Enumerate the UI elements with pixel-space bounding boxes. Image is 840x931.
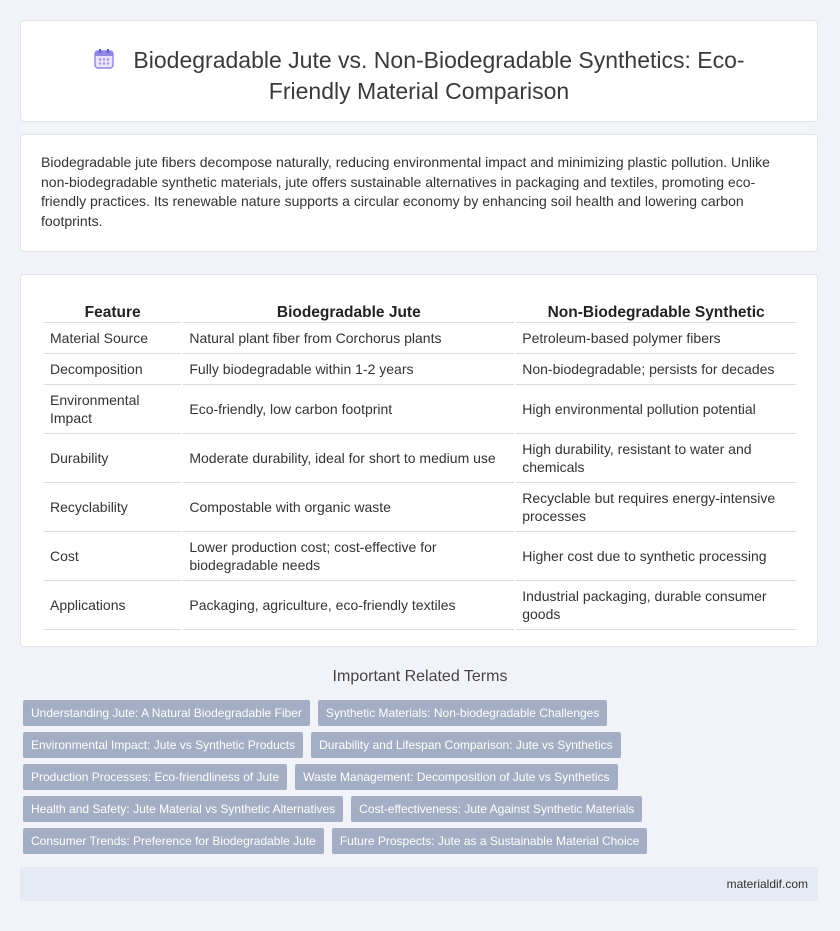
related-term-link[interactable]: Cost-effectiveness: Jute Against Synthetic Materials: [351, 796, 642, 822]
title-card: [20, 20, 818, 122]
related-term-link[interactable]: Waste Management: Decomposition of Jute vs Synthetics: [295, 764, 617, 790]
table-cell: Applications: [44, 581, 181, 630]
related-term-link[interactable]: Future Prospects: Jute as a Sustainable Material Choice: [332, 828, 647, 854]
related-terms-row: [23, 796, 642, 822]
comparison-table: [42, 296, 798, 630]
intro-card: [20, 134, 818, 252]
related-terms-heading: Important Related Terms: [332, 668, 508, 685]
table-cell: Packaging, agriculture, eco-friendly textiles: [183, 581, 514, 630]
table-row: [44, 532, 796, 581]
table-cell: Fully biodegradable within 1-2 years: [183, 354, 514, 385]
table-row: [44, 385, 796, 434]
related-term-link[interactable]: Production Processes: Eco-friendliness of Jute: [23, 764, 287, 790]
table-cell: Eco-friendly, low carbon footprint: [183, 385, 514, 434]
table-cell: Moderate durability, ideal for short to medium use: [183, 434, 514, 483]
table-cell: Recyclable but requires energy-intensive processes: [516, 483, 796, 532]
table-cell: High environmental pollution potential: [516, 385, 796, 434]
related-terms-row: [23, 700, 607, 726]
related-term-link[interactable]: Durability and Lifespan Comparison: Jute vs Synthetics: [311, 732, 620, 758]
table-cell: Non-biodegradable; persists for decades: [516, 354, 796, 385]
footer: [20, 867, 818, 901]
related-term-link[interactable]: Environmental Impact: Jute vs Synthetic Products: [23, 732, 303, 758]
table-cell: Compostable with organic waste: [183, 483, 514, 532]
related-terms-row: [23, 732, 621, 758]
table-header-row: [44, 296, 796, 323]
table-cell: Environmental Impact: [44, 385, 181, 434]
related-term-link[interactable]: Synthetic Materials: Non-biodegradable Challenges: [318, 700, 608, 726]
table-row: [44, 354, 796, 385]
table-cell: Cost: [44, 532, 181, 581]
table-row: [44, 581, 796, 630]
table-cell: Recyclability: [44, 483, 181, 532]
table-row: [44, 323, 796, 354]
page-title: Biodegradable Jute vs. Non-Biodegradable Synthetics: Eco-Friendly Material Comparison: [133, 47, 745, 104]
table-row: [44, 434, 796, 483]
header-jute: Biodegradable Jute: [183, 296, 514, 323]
related-terms-row: [23, 828, 647, 854]
table-cell: Material Source: [44, 323, 181, 354]
table-cell: Industrial packaging, durable consumer goods: [516, 581, 796, 630]
header-synthetic: Non-Biodegradable Synthetic: [516, 296, 796, 323]
related-term-link[interactable]: Consumer Trends: Preference for Biodegradable Jute: [23, 828, 324, 854]
table-cell: Natural plant fiber from Corchorus plants: [183, 323, 514, 354]
related-term-link[interactable]: Understanding Jute: A Natural Biodegradable Fiber: [23, 700, 310, 726]
header-feature: Feature: [44, 296, 181, 323]
table-cell: Decomposition: [44, 354, 181, 385]
related-terms-row: [23, 764, 618, 790]
table-row: [44, 483, 796, 532]
table-cell: High durability, resistant to water and chemicals: [516, 434, 796, 483]
related-term-link[interactable]: Health and Safety: Jute Material vs Synthetic Alternatives: [23, 796, 343, 822]
table-cell: Higher cost due to synthetic processing: [516, 532, 796, 581]
table-cell: Durability: [44, 434, 181, 483]
calendar-icon: [93, 47, 115, 69]
footer-site-link[interactable]: materialdif.com: [726, 877, 808, 891]
table-cell: Lower production cost; cost-effective for biodegradable needs: [183, 532, 514, 581]
table-cell: Petroleum-based polymer fibers: [516, 323, 796, 354]
intro-paragraph: Biodegradable jute fibers decompose naturally, reducing environmental impact and minimizing plastic pollution. Unlike non-biodegradable synthetic materials, jute offers sustainable alternatives in packaging and textiles, promoting eco-friendly practices. Its renewable nature supports a circular economy by enhancing soil health and lowering carbon footprints.: [41, 154, 770, 229]
